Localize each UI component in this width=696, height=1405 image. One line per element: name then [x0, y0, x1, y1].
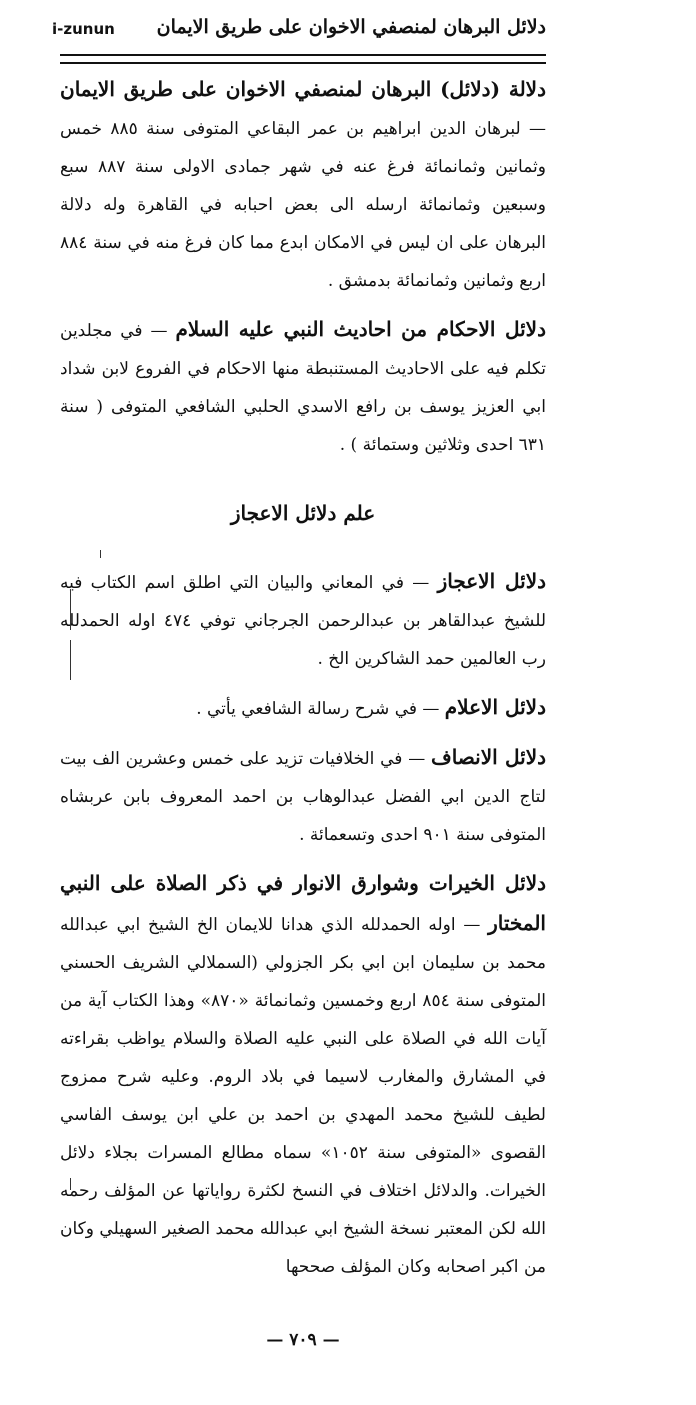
header-rule-top	[60, 54, 546, 56]
entry-dalalat-al-burhan	[60, 70, 546, 300]
entry-dalail-al-ahkam	[60, 310, 546, 464]
margin-mark	[70, 1178, 71, 1190]
entry-dalail-al-alam	[60, 688, 546, 728]
entry-text: — في الخلافيات تزيد على خمس وعشرين الف بيت لتاج الدين ابي الفضل عبدالوهاب بن احمد المعروف بابن عربشاه المتوفى سنة ٩٠١ احدى وتسعمائة .	[60, 749, 546, 845]
margin-mark	[100, 550, 101, 558]
entry-text: — في المعاني والبيان التي اطلق اسم الكتاب فيه للشيخ عبدالقاهر بن عبدالرحمن الجرجاني توفي ٤٧٤ اوله الحمدلله رب العالمين حمد الشاكرين الخ .	[60, 573, 546, 669]
entry-text: — في مجلدين تكلم فيه على الاحاديث المستنبطة منها الاحكام في الفروع لابن شداد ابي العزيز يوسف بن رافع الاسدي الحلبي الشافعي المتوفى ( سنة ٦٣١ احدى وثلاثين وستمائة ) .	[60, 321, 546, 455]
entry-heading: دلائل الخيرات وشوارق الانوار في ذكر الصلاة على النبي المختار	[60, 871, 546, 935]
entry-text: — لبرهان الدين ابراهيم بن عمر البقاعي المتوفى سنة ٨٨٥ خمس وثمانين وثمانمائة فرغ عنه في شهر جمادى الاولى سنة ٨٨٧ سبع وسبعين وثمانمائة ارسله الى بعض احبابه في القاهرة وله دلالة البرهان على ان ليس في الامكان ابدع مما كان فرغ منه في سنة ٨٨٤ اربع وثمانين وثمانمائة بدمشق .	[60, 119, 546, 291]
page-number: — ٧٠٩ —	[266, 1330, 340, 1350]
entry-dalail-al-insaf	[60, 738, 546, 854]
margin-mark	[70, 590, 71, 630]
entry-heading: دلائل الانصاف	[430, 745, 547, 769]
entry-heading: دلائل الاحكام من احاديث النبي عليه السلام	[175, 317, 546, 341]
entry-heading: دلائل الاعجاز	[437, 569, 547, 593]
entry-text: — في شرح رسالة الشافعي يأتي .	[196, 699, 445, 719]
page-body	[60, 70, 546, 1296]
entry-heading: دلالة (دلائل) البرهان لمنصفي الاخوان على طريق الايمان	[60, 77, 546, 101]
section-title: علم دلائل الاعجاز	[230, 501, 376, 525]
header-left-label: i-zunun	[52, 20, 115, 38]
header-rule-bottom	[60, 62, 546, 64]
entry-dalail-al-ijaz	[60, 562, 546, 678]
entry-heading: دلائل الاعلام	[444, 695, 546, 719]
entry-text: — اوله الحمدلله الذي هدانا للايمان الخ الشيخ ابي عبدالله محمد بن سليمان ابن ابي بكر الجزولي (السملالي الشريف الحسني المتوفى سنة ٨٥٤ اربع وخمسين وثمانمائة «٨٧٠» وهذا الكتاب آية من آيات الله في الصلاة على النبي عليه الصلاة والسلام يواظب بقراءته في المشارق والمغارب لاسيما في بلاد الروم. وعليه شرح ممزوج لطيف للشيخ محمد المهدي بن احمد بن علي ابن يوسف الفاسي القصوى «المتوفى سنة ١٠٥٢» سماه مطالع المسرات بجلاء دلائل الخيرات. والدلائل اختلاف في النسخ لكثرة رواياتها عن المؤلف رحمه الله لكن المعتبر نسخة الشيخ ابي عبدالله محمد الصغير السهيلي وكان من اكبر اصحابه وكان المؤلف صححها	[60, 915, 546, 1277]
margin-mark	[70, 640, 71, 680]
entry-dalail-al-khayrat	[60, 864, 546, 1286]
running-title: دلائل البرهان لمنصفي الاخوان على طريق الايمان	[156, 16, 546, 38]
